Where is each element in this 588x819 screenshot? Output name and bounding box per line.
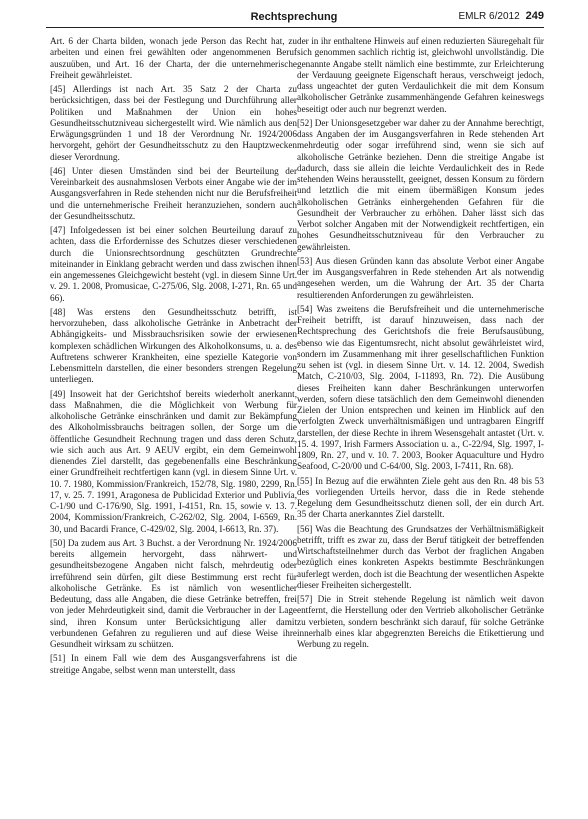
paragraph: [45] Allerdings ist nach Art. 35 Satz 2 der Charta zu berücksichtigen, dass bei der Festlegung und Durchführung aller Politiken und Maßnahmen der Union ein hohes Gesundheitsschutzniveau sichergestellt wird. Wie nämlich aus den Erwägungsgründen 1 und 18 der Verordnung Nr. 1924/2006 hervorgeht, gehört der Gesundheitsschutz zu den Hauptzwecken dieser Verordnung. <box>50 84 297 162</box>
paragraph: [50] Da zudem aus Art. 3 Buchst. a der Verordnung Nr. 1924/2006 bereits allgemein hervorgeht, dass nährwert- und gesundheitsbezogene Angaben nicht falsch, mehrdeutig oder irreführend sein dürfen, gilt diese Bestimmung erst recht für alkoholische Getränke. Es ist nämlich von wesentlicher Bedeutung, dass alle Angaben, die diese Getränke betreffen, frei von jeder Mehrdeutigkeit sind, damit die Verbraucher in der Lage sind, ihren Konsum unter Berücksichtigung aller damit verbundenen Gefahren zu regulieren und auf diese Weise ihre Gesundheit wirksam zu schützen. <box>50 537 297 649</box>
paragraph: [53] Aus diesen Gründen kann das absolute Verbot einer Angabe der im Ausgangsverfahren in Rede stehenden Art als notwendig angesehen werden, um die Wahrung der Art. 35 der Charta resultierenden Anforderungen zu gewährleisten. <box>297 255 544 300</box>
paragraph: [55] In Bezug auf die erwähnten Ziele geht aus den Rn. 48 bis 53 des vorliegenden Urteils hervor, dass die in Rede stehende Regelung dem Gesundheitsschutz dienen soll, der ein durch Art. 35 der Charta anerkanntes Ziel darstellt. <box>297 475 544 520</box>
paragraph: [56] Was die Beachtung des Grundsatzes der Verhältnismäßigkeit betrifft, trifft es zwar zu, dass der Beruf tätigkeit der betreffenden Wirtschaftsteilnehmer durch das Verbot der fraglichen Angaben bezüglich eines konkreten Aspekts bestimmte Beschränkungen auferlegt werden, doch ist die Beachtung der wesentlichen Aspekte dieser Freiheiten sichergestellt. <box>297 523 544 590</box>
page-header <box>0 0 588 30</box>
page-number: 249 <box>525 10 544 22</box>
header-rule <box>46 27 544 28</box>
paragraph: [48] Was erstens den Gesundheitsschutz betrifft, ist hervorzuheben, dass alkoholische Getränke in Anbetracht der Abhängigkeits- und Missbrauchsrisiken sowie der erwiesenen komplexen schädlichen Wirkungen des Alkoholkonsums, u. a. des Auftretens schwerer Krankheiten, eine spezielle Kategorie von Lebensmitteln darstellen, die einer besonders strengen Regelung unterliegen. <box>50 306 297 385</box>
paragraph: [54] Was zweitens die Berufsfreiheit und die unternehmerische Freiheit betrifft, ist darauf hinzuweisen, dass nach der Rechtsprechung des Gerichtshofs die freie Berufsausübung, ebenso wie das Eigentumsrecht, nicht absolut gewährleistet wird, sondern im Zusammenhang mit ihrer gesellschaftlichen Funktion zu sehen ist (vgl. in diesem Sinne Urt. v. 14. 12. 2004, Swedish Match, C-210/03, Slg. 2004, I-11893, Rn. 72). Die Ausübung dieses Freiheiten kann daher Beschränkungen unterworfen werden, sofern diese tatsächlich den dem Gemeinwohl dienenden Zielen der Union entsprechen und keinen im Hinblick auf den verfolgten Zweck unverhältnismäßigen und untragbaren Eingriff darstellen, der diese Rechte in ihrem Wesensgehalt antastet (Urt. v. 15. 4. 1997, Irish Farmers Association u. a., C-22/94, Slg. 1997, I-1809, Rn. 27, und v. 10. 7. 2003, Booker Aquaculture und Hydro Seafood, C-20/00 und C-64/00, Slg. 2003, I-7411, Rn. 68). <box>297 303 544 472</box>
paragraph: [46] Unter diesen Umständen sind bei der Beurteilung der Vereinbarkeit des ausnahmslosen Verbots einer Angabe wie der im Ausgangsverfahren in Rede stehenden nicht nur die Berufsfreiheit und die unternehmerische Freiheit heranzuziehen, sondern auch der Gesundheitsschutz. <box>50 165 297 221</box>
journal-name: EMLR 6/2012 <box>458 11 520 22</box>
paragraph: [47] Infolgedessen ist bei einer solchen Beurteilung darauf zu achten, dass die Erfordernisse des Schutzes dieser verschiedenen durch die Unionsrechtsordnung geschützten Grundrechte miteinander in Einklang gebracht werden und dass zwischen ihnen ein angemessenes Gleichgewicht besteht (vgl. in diesem Sinne Urt. v. 29. 1. 2008, Promusicae, C-275/06, Slg. 2008, I-271, Rn. 65 und 66). <box>50 225 297 303</box>
right-column <box>297 36 544 653</box>
paragraph: [49] Insoweit hat der Gerichtshof bereits wiederholt anerkannt, dass Maßnahmen, die die Möglichkeit von Werbung für alkoholische Getränke einschränken und damit zur Bekämpfung des Alkoholmissbrauchs beitragen sollen, der Sorge um die öffentliche Gesundheit Rechnung tragen und dass deren Schutz, wie sich auch aus Art. 9 AEUV ergibt, ein dem Gemeinwohl dienendes Ziel darstellt, das gegebenenfalls eine Beschränkung einer Grundfreiheit rechtfertigen kann (vgl. in diesem Sinne Urt. v. 10. 7. 1980, Kommission/Frankreich, 152/78, Slg. 1980, 2299, Rn. 17, v. 25. 7. 1991, Aragonesa de Publicidad Exterior und Publivía, C-1/90 und C-176/90, Slg. 1991, I-4151, Rn. 15, sowie v. 13. 7. 2004, Kommission/Frankreich, C-262/02, Slg. 2004, I-6569, Rn. 30, und Bacardi France, C-429/02, Slg. 2004, I-6613, Rn. 37). <box>50 388 297 534</box>
paragraph: [52] Der Unionsgesetzgeber war daher zu der Annahme berechtigt, dass Angaben der im Ausgangsverfahren in Rede stehenden Art mehrdeutig oder sogar irreführend sind, wenn sie sich auf alkoholische Getränke beziehen. Denn die streitige Angabe ist dadurch, dass sie allein die leichte Verdaulichkeit des in Rede stehenden Weins herausstellt, geeignet, dessen Konsum zu fördern und letztlich die mit einem übermäßigen Konsum jedes alkoholischen Getränks einhergehenden Gefahren für die Gesundheit der Verbraucher zu erhöhen. Daher lässt sich das Verbot solcher Angaben mit der Notwendigkeit rechtfertigen, ein hohes Gesundheitsschutzniveau für den Verbraucher zu gewährleisten. <box>297 117 544 252</box>
paragraph: Art. 6 der Charta bilden, wonach jede Person das Recht hat, zu arbeiten und einen frei gewählten oder angenommenen Beruf auszuüben, und Art. 16 der Charta, der die unternehmerische Freiheit gewährleistet. <box>50 36 297 80</box>
paragraph: [57] Die in Streit stehende Regelung ist nämlich weit davon entfernt, die Herstellung oder den Vertrieb alkoholischer Getränke zu verbieten, sondern beschränkt sich darauf, für solche Getränke innerhalb eines klar abgegrenzten Bereichs die Etikettierung und Werbung zu regeln. <box>297 594 544 649</box>
journal-info <box>458 10 544 22</box>
paragraph: [51] In einem Fall wie dem des Ausgangsverfahrens ist die streitige Angabe, selbst wenn man unterstellt, dass <box>50 653 297 675</box>
paragraph: der in ihr enthaltene Hinweis auf einen reduzierten Säuregehalt für sich genommen sachlich richtig ist, gleichwohl unvollständig. Die genannte Angabe stellt nämlich eine bestimmte, zur Erleichterung der Verdauung geeignete Eigenschaft heraus, verschweigt jedoch, dass ungeachtet der guten Verdaulichkeit die mit dem Konsum alkoholischer Getränke zusammenhängende Gefahren keineswegs beseitigt oder auch nur begrenzt werden. <box>297 36 544 114</box>
left-column <box>50 36 297 679</box>
section-title: Rechtsprechung <box>250 11 338 23</box>
